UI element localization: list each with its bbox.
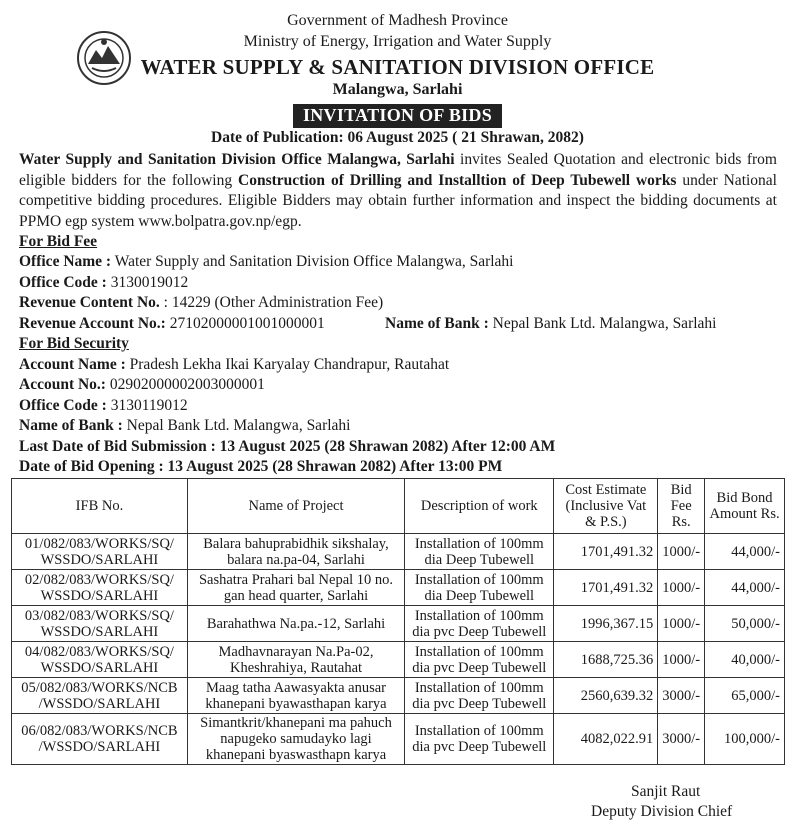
fee-bank-value: Nepal Bank Ltd. Malangwa, Sarlahi [488, 315, 717, 332]
cell-description [405, 642, 554, 678]
cell-ifb-no [12, 606, 188, 642]
cell-project-line: Madhavnarayan Na.Pa-02, [218, 643, 374, 660]
cell-description-line: dia pvc Deep Tubewell [412, 659, 547, 676]
table-row [12, 570, 785, 606]
cell-description-line: dia Deep Tubewell [424, 587, 535, 604]
cell-description-line: Installation of 100mm [414, 571, 544, 588]
cell-bid-fee-line: 1000/- [662, 651, 701, 668]
col-bid-bond: Bid Bond Amount Rs. [705, 479, 785, 534]
fee-office-code-label: Office Code : [19, 274, 107, 291]
cell-cost-estimate-line: 4082,022.91 [580, 731, 654, 747]
signatory-name: Sanjit Raut [631, 783, 701, 800]
cell-ifb-no-line: 02/082/083/WORKS/SQ/ [24, 571, 174, 588]
cell-ifb-no-line: WSSDO/SARLAHI [40, 659, 159, 676]
fee-bank-label: Name of Bank : [385, 315, 489, 332]
cell-bid-bond-line: 100,000/- [724, 731, 780, 747]
cell-description-line: Installation of 100mm [414, 607, 544, 624]
cell-ifb-no-line: 04/082/083/WORKS/SQ/ [24, 643, 174, 660]
cell-project-line: Balara bahuprabidhik sikshalay, [203, 535, 389, 552]
cell-description [405, 570, 554, 606]
cell-bid-fee-line: 1000/- [662, 615, 701, 632]
opening-date: Date of Bid Opening : 13 August 2025 (28 Shrawan 2082) After 13:00 PM [19, 458, 503, 475]
account-no-value: 02902000002003000001 [105, 376, 265, 393]
col-bid-fee: Bid Fee Rs. [658, 479, 705, 534]
revenue-content-label: Revenue Content No. [19, 294, 164, 311]
security-bank-value: Nepal Bank Ltd. Malangwa, Sarlahi [122, 417, 351, 434]
cell-bid-fee [658, 570, 705, 606]
bid-fee-heading: For Bid Fee [19, 233, 98, 250]
cell-bid-fee [658, 606, 705, 642]
table-row [12, 714, 785, 765]
submission-date: Last Date of Bid Submission : 13 August 2025 (28 Shrawan 2082) After 12:00 AM [19, 438, 556, 455]
cell-bid-fee-line: 1000/- [662, 579, 701, 596]
cell-cost-estimate [554, 534, 658, 570]
cell-ifb-no-line: WSSDO/SARLAHI [40, 551, 159, 568]
cell-bid-fee [658, 642, 705, 678]
cell-project [187, 570, 404, 606]
intro-works: Construction of Drilling and Installtion of Deep Tubewell works [238, 171, 677, 189]
cell-bid-bond [705, 534, 785, 570]
cell-project-line: Sashatra Prahari bal Nepal 10 no. [198, 571, 394, 588]
cell-ifb-no [12, 678, 188, 714]
cell-description-line: dia pvc Deep Tubewell [412, 623, 547, 640]
intro-paragraph [19, 150, 777, 232]
cell-project-line: Kheshrahiya, Rautahat [229, 659, 363, 676]
cell-description-line: Installation of 100mm [414, 643, 544, 660]
table-header-row [12, 479, 785, 534]
cell-cost-estimate-line: 1688,725.36 [580, 651, 654, 668]
cell-description-line: dia Deep Tubewell [424, 551, 535, 568]
cell-cost-estimate-line: 1996,367.15 [580, 615, 654, 632]
intro-text-2: under National competitive bidding procedures. Eligible Bidders may obtain further information and inspect the bidding documents at PPMO egp system www.bolpatra.gov.np/egp. [19, 171, 777, 230]
cell-project-line: gan head quarter, Sarlahi [223, 587, 369, 604]
table-row [12, 606, 785, 642]
cell-cost-estimate [554, 606, 658, 642]
cell-cost-estimate [554, 570, 658, 606]
cell-bid-fee [658, 534, 705, 570]
ministry-line: Ministry of Energy, Irrigation and Water Supply [243, 33, 552, 50]
fee-office-code-value: 3130019012 [106, 274, 189, 291]
cell-project-line: napugeko samudayko lagi [220, 731, 372, 747]
col-description: Description of work [405, 479, 554, 534]
cell-bid-bond [705, 714, 785, 765]
cell-bid-fee [658, 714, 705, 765]
cell-bid-fee-line: 1000/- [662, 543, 701, 560]
table-row [12, 678, 785, 714]
cell-bid-bond-line: 44,000/- [731, 543, 780, 560]
cell-ifb-no [12, 642, 188, 678]
account-name-label: Account Name : [19, 356, 126, 373]
cell-bid-fee [658, 678, 705, 714]
cell-bid-fee-line: 3000/- [662, 687, 701, 704]
bid-security-heading: For Bid Security [19, 335, 129, 352]
col-cost-estimate: Cost Estimate (Inclusive Vat & P.S.) [554, 479, 658, 534]
cell-bid-bond [705, 570, 785, 606]
cell-ifb-no-line: WSSDO/SARLAHI [40, 623, 159, 640]
revenue-content-value: : 14229 (Other Administration Fee) [163, 294, 384, 311]
cell-cost-estimate-line: 2560,639.32 [580, 687, 654, 704]
cell-ifb-no-line: /WSSDO/SARLAHI [38, 739, 161, 755]
cell-description-line: dia pvc Deep Tubewell [412, 739, 547, 755]
account-name-value: Pradesh Lekha Ikai Karyalay Chandrapur, Rautahat [125, 356, 450, 373]
cell-ifb-no-line: 03/082/083/WORKS/SQ/ [24, 607, 174, 624]
cell-project-line: khanepani byawasthapan karya [205, 695, 387, 712]
cell-project-line: Simantkrit/khanepani ma pahuch [200, 715, 392, 731]
cell-ifb-no-line: WSSDO/SARLAHI [40, 587, 159, 604]
revenue-account-label: Revenue Account No.: [19, 315, 166, 332]
cell-bid-bond [705, 642, 785, 678]
intro-text-1: invites Sealed Quotation and electronic bids from eligible bidders for the following [19, 151, 777, 189]
cell-project [187, 534, 404, 570]
cell-description-line: Installation of 100mm [414, 679, 544, 696]
office-location: Malangwa, Sarlahi [332, 81, 463, 98]
cell-bid-bond-line: 40,000/- [731, 651, 780, 668]
col-ifb-no: IFB No. [12, 479, 188, 534]
security-office-code-value: 3130119012 [106, 397, 188, 414]
revenue-account-value: 27102000001001000001 [165, 315, 325, 332]
cell-ifb-no-line: /WSSDO/SARLAHI [38, 695, 161, 712]
cell-description [405, 606, 554, 642]
cell-description-line: dia pvc Deep Tubewell [412, 695, 547, 712]
cell-bid-bond [705, 678, 785, 714]
cell-project-line: Maag tatha Aawasyakta anusar [206, 679, 386, 696]
cell-bid-bond-line: 44,000/- [731, 579, 780, 596]
cell-cost-estimate [554, 714, 658, 765]
notice-banner: INVITATION OF BIDS [293, 104, 502, 128]
cell-cost-estimate [554, 642, 658, 678]
cell-ifb-no-line: 05/082/083/WORKS/NCB [21, 679, 178, 696]
cell-ifb-no [12, 534, 188, 570]
table-row [12, 642, 785, 678]
cell-ifb-no [12, 570, 188, 606]
cell-ifb-no-line: 01/082/083/WORKS/SQ/ [24, 535, 174, 552]
cell-project [187, 642, 404, 678]
cell-ifb-no [12, 714, 188, 765]
cell-project [187, 714, 404, 765]
cell-bid-bond-line: 65,000/- [731, 687, 780, 704]
office-title: WATER SUPPLY & SANITATION DIVISION OFFICE [140, 55, 655, 79]
cell-ifb-no-line: 06/082/083/WORKS/NCB [21, 723, 178, 739]
security-office-code-label: Office Code : [19, 397, 107, 414]
cell-description [405, 534, 554, 570]
bids-table [11, 478, 785, 765]
cell-description-line: Installation of 100mm [414, 535, 544, 552]
publication-date: Date of Publication: 06 August 2025 ( 21 Shrawan, 2082) [211, 129, 584, 146]
office-name-value: Water Supply and Sanitation Division Office Malangwa, Sarlahi [111, 253, 514, 270]
account-no-label: Account No.: [19, 376, 106, 393]
cell-project-line: khanepani byaswasthapn karya [205, 747, 387, 763]
cell-project [187, 678, 404, 714]
office-name-label: Office Name : [19, 253, 112, 270]
col-project: Name of Project [187, 479, 404, 534]
cell-description [405, 714, 554, 765]
security-bank-label: Name of Bank : [19, 417, 123, 434]
intro-office: Water Supply and Sanitation Division Office Malangwa, Sarlahi [19, 151, 455, 168]
cell-project-line: Barahathwa Na.pa.-12, Sarlahi [206, 615, 386, 632]
cell-cost-estimate-line: 1701,491.32 [580, 543, 654, 560]
cell-bid-bond [705, 606, 785, 642]
cell-description [405, 678, 554, 714]
cell-bid-fee-line: 3000/- [662, 731, 701, 747]
signatory-title: Deputy Division Chief [591, 803, 733, 820]
cell-bid-bond-line: 50,000/- [731, 615, 780, 632]
cell-cost-estimate [554, 678, 658, 714]
government-line: Government of Madhesh Province [287, 12, 508, 29]
cell-description-line: Installation of 100mm [414, 723, 544, 739]
table-row [12, 534, 785, 570]
cell-project-line: balara na.pa-04, Sarlahi [227, 551, 365, 568]
cell-project [187, 606, 404, 642]
cell-cost-estimate-line: 1701,491.32 [580, 579, 654, 596]
